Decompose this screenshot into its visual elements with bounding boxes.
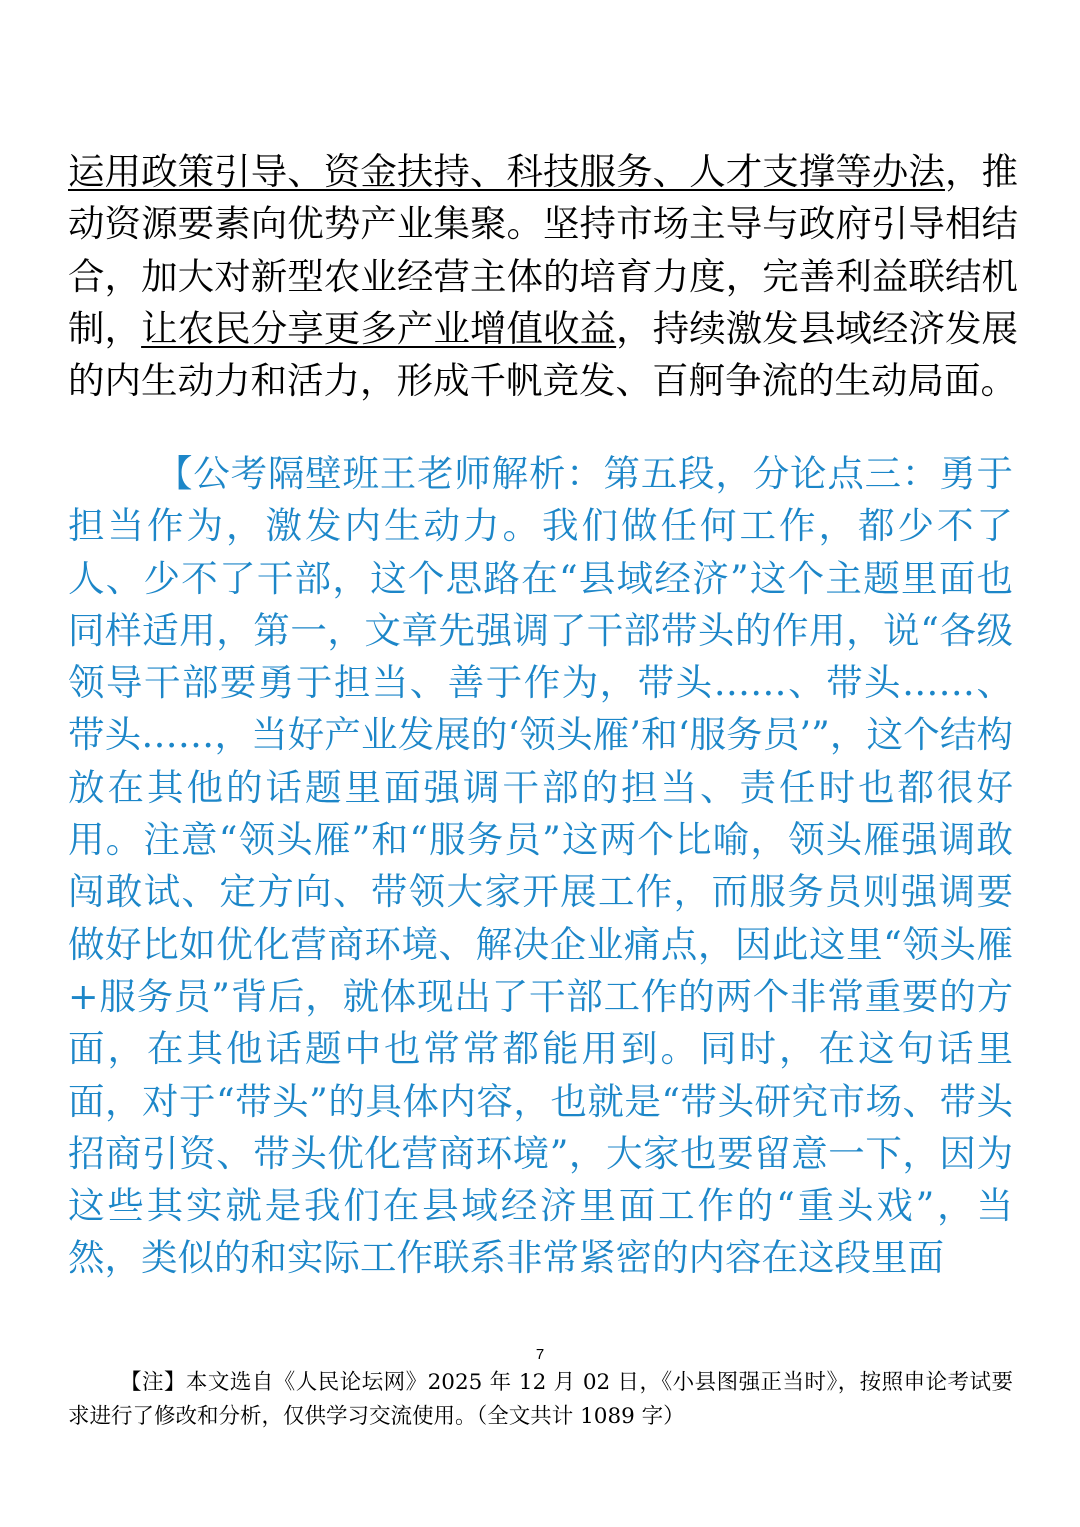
body-text-segment: ，推动资源要素向优势产业集聚。坚持市场主导与政府引导相结合，加大对新型农业经营主体的培育力度，完善利益联结机制， xyxy=(68,150,1019,350)
body-text-segment: ，持续激发县域经济发展的内生动力和活力，形成千帆竞发、百舸争流的生动局面。 xyxy=(68,306,1019,403)
footnote: 【注】本文选自《人民论坛网》2025 年 12 月 02 日，《小县图强正当时》，按照申论考试要求进行了修改和分析，仅供学习交流使用。（全文共计 1089 字） xyxy=(68,1370,1013,1429)
underlined-phrase-policy-methods: 运用政策引导、资金扶持、科技服务、人才支撑等办法 xyxy=(68,150,945,193)
analysis-paragraph: 【公考隔壁班王老师解析：第五段，分论点三：勇于担当作为，激发内生动力。我们做任何工作，都少不了人、少不了干部，这个思路在“县域经济”这个主题里面也同样适用，第一，文章先强调了干部带头的作用，说“各级领导干部要勇于担当、善于作为，带头……、带头……、带头……，当好产业发展的‘领头雁’和‘服务员’”，这个结构放在其他的话题里面强调干部的担当、责任时也都很好用。注意“领头雁”和“服务员”这两个比喻，领头雁强调敢闯敢试、定方向、带领大家开展工作，而服务员则强调要做好比如优化营商环境、解决企业痛点，因此这里“领头雁+服务员”背后，就体现出了干部工作的两个非常重要的方面，在其他话题中也常常都能用到。同时，在这句话里面，对于“带头”的具体内容，也就是“带头研究市场、带头招商引资、带头优化营商环境”，大家也要留意一下，因为这些其实就是我们在县域经济里面工作的“重头戏”，当然，类似的和实际工作联系非常紧密的内容在这段里面 xyxy=(68,452,1013,1280)
body-paragraph xyxy=(68,146,1018,407)
page-number: 7 xyxy=(535,1346,545,1363)
underlined-phrase-farmer-benefits: 让农民分享更多产业增值收益 xyxy=(141,306,617,350)
